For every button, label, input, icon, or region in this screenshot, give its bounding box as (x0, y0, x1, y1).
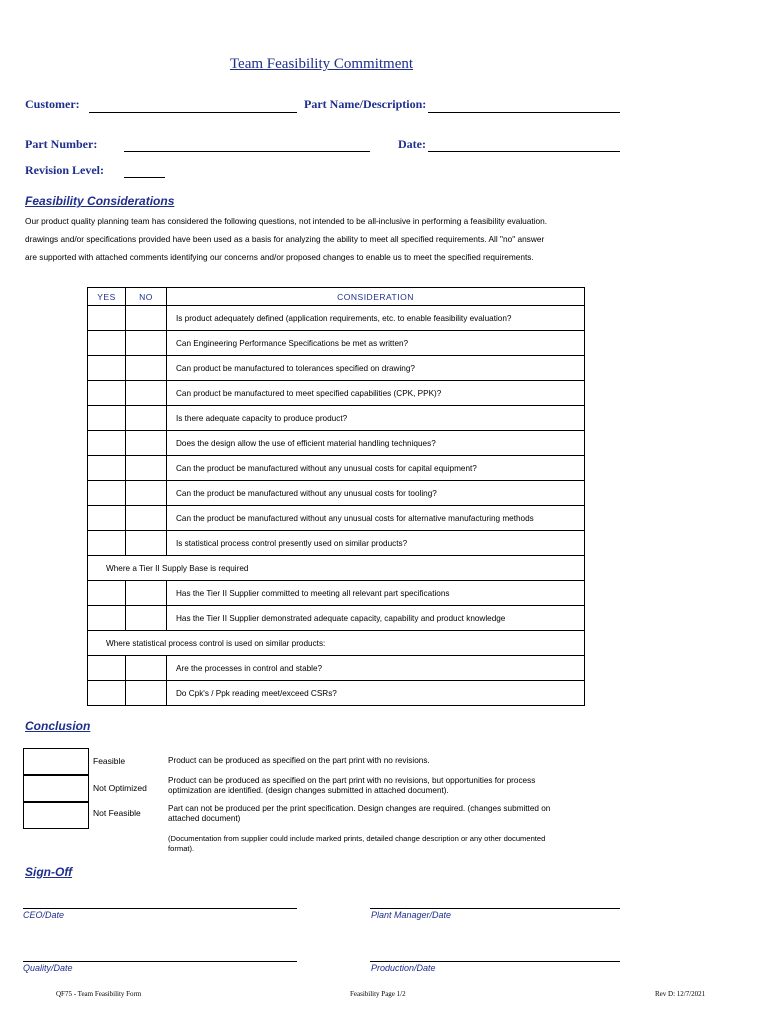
no-checkbox[interactable] (126, 481, 167, 505)
considerations-table (87, 287, 585, 706)
yes-checkbox[interactable] (88, 606, 126, 630)
footer-page-number: Feasibility Page 1/2 (350, 990, 406, 998)
not-optimized-description: Product can be produced as specified on the part print with no revisions, but opportunities for process optimization are identified. (design changes submitted in attached document). (168, 776, 536, 795)
ceo-date-label: CEO/Date (23, 910, 65, 920)
customer-field[interactable] (89, 112, 297, 113)
no-checkbox[interactable] (126, 656, 167, 680)
table-row (88, 480, 584, 505)
part-number-label: Part Number: (25, 137, 98, 151)
table-row (88, 530, 584, 555)
no-checkbox[interactable] (126, 331, 167, 355)
no-checkbox[interactable] (126, 581, 167, 605)
date-field[interactable] (428, 151, 620, 152)
no-checkbox[interactable] (126, 606, 167, 630)
yes-checkbox[interactable] (88, 681, 126, 705)
table-row (88, 605, 584, 630)
table-row (88, 430, 584, 455)
table-row (88, 330, 584, 355)
not-feasible-label: Not Feasible (93, 808, 141, 818)
no-checkbox[interactable] (126, 506, 167, 530)
yes-checkbox[interactable] (88, 406, 126, 430)
part-number-field[interactable] (124, 151, 370, 152)
intro-line: are supported with attached comments identifying our concerns and/or proposed changes to enable us to meet the specified requirements. (25, 252, 534, 262)
yes-checkbox[interactable] (88, 481, 126, 505)
consideration-text: Does the design allow the use of efficient material handling techniques? (176, 438, 436, 448)
no-checkbox[interactable] (126, 456, 167, 480)
table-row (88, 380, 584, 405)
not-optimized-checkbox[interactable] (23, 775, 89, 802)
no-checkbox[interactable] (126, 531, 167, 555)
consideration-header: CONSIDERATION (337, 291, 414, 302)
table-header-row (88, 288, 584, 305)
date-label: Date: (398, 137, 426, 151)
consideration-text: Can Engineering Performance Specifications be met as written? (176, 338, 409, 348)
quality-signature-line[interactable] (23, 961, 297, 962)
table-row (88, 455, 584, 480)
consideration-text: Do Cpk's / Ppk reading meet/exceed CSRs? (176, 688, 337, 698)
consideration-text: Is product adequately defined (application requirements, etc. to enable feasibility evaluation? (176, 313, 512, 323)
not-feasible-checkbox[interactable] (23, 802, 89, 829)
no-checkbox[interactable] (126, 306, 167, 330)
table-row (88, 680, 584, 705)
yes-checkbox[interactable] (88, 456, 126, 480)
no-header: NO (126, 288, 167, 305)
feasibility-heading: Feasibility Considerations (25, 194, 175, 208)
plant-manager-date-label: Plant Manager/Date (371, 910, 452, 920)
conclusion-heading: Conclusion (25, 719, 91, 733)
consideration-text: Has the Tier II Supplier demonstrated adequate capacity, capability and product knowledge (176, 613, 506, 623)
feasible-description: Product can be produced as specified on the part print with no revisions. (168, 756, 430, 765)
yes-checkbox[interactable] (88, 581, 126, 605)
no-checkbox[interactable] (126, 356, 167, 380)
signoff-heading: Sign-Off (25, 865, 73, 879)
not-feasible-description: Part can not be produced per the print specification. Design changes are required. (changes submitted on attached document) (168, 804, 551, 823)
yes-checkbox[interactable] (88, 656, 126, 680)
consideration-text: Is there adequate capacity to produce product? (176, 413, 348, 423)
production-date-label: Production/Date (371, 963, 436, 973)
yes-checkbox[interactable] (88, 356, 126, 380)
consideration-text: Has the Tier II Supplier committed to meeting all relevant part specifications (176, 588, 450, 598)
part-name-field[interactable] (428, 112, 620, 113)
consideration-text: Can the product be manufactured without any unusual costs for capital equipment? (176, 463, 477, 473)
table-row (88, 305, 584, 330)
feasible-label: Feasible (93, 756, 126, 766)
revision-field[interactable] (124, 177, 165, 178)
table-row (88, 355, 584, 380)
no-checkbox[interactable] (126, 431, 167, 455)
documentation-note: (Documentation from supplier could include marked prints, detailed change description or any other documented format). (168, 834, 546, 853)
feasibility-intro (25, 212, 625, 266)
intro-line: drawings and/or specifications provided have been used as a basis for analyzing the ability to meet all specified requirements. All "no" answer (25, 234, 545, 244)
yes-checkbox[interactable] (88, 331, 126, 355)
yes-checkbox[interactable] (88, 306, 126, 330)
no-checkbox[interactable] (126, 406, 167, 430)
table-row (88, 505, 584, 530)
tier2-subheading: Where a Tier II Supply Base is required (88, 555, 584, 580)
consideration-text: Can product be manufactured to meet specified capabilities (CPK, PPK)? (176, 388, 442, 398)
no-checkbox[interactable] (126, 681, 167, 705)
production-signature-line[interactable] (370, 961, 620, 962)
yes-checkbox[interactable] (88, 431, 126, 455)
feasible-checkbox[interactable] (23, 748, 89, 775)
ceo-signature-line[interactable] (23, 908, 297, 909)
yes-checkbox[interactable] (88, 506, 126, 530)
quality-date-label: Quality/Date (23, 963, 73, 973)
intro-line: Our product quality planning team has considered the following questions, not intended to be all-inclusive in performing a feasibility evaluation. (25, 216, 548, 226)
consideration-text: Can the product be manufactured without any unusual costs for tooling? (176, 488, 437, 498)
table-row (88, 580, 584, 605)
yes-checkbox[interactable] (88, 531, 126, 555)
part-name-label: Part Name/Description: (304, 97, 427, 111)
footer-revision: Rev D: 12/7/2021 (655, 990, 706, 998)
revision-label: Revision Level: (25, 163, 104, 177)
plant-manager-signature-line[interactable] (370, 908, 620, 909)
no-checkbox[interactable] (126, 381, 167, 405)
table-row (88, 405, 584, 430)
yes-checkbox[interactable] (88, 381, 126, 405)
spc-subheading: Where statistical process control is used on similar products: (88, 630, 584, 655)
not-optimized-label: Not Optimized (93, 783, 147, 793)
page-title: Team Feasibility Commitment (229, 56, 414, 72)
consideration-text: Is statistical process control presently used on similar products? (176, 538, 408, 548)
yes-header: YES (88, 288, 126, 305)
table-row (88, 655, 584, 680)
customer-label: Customer: (25, 97, 80, 111)
consideration-text: Are the processes in control and stable? (176, 663, 323, 673)
consideration-text: Can product be manufactured to tolerances specified on drawing? (176, 363, 415, 373)
consideration-text: Can the product be manufactured without any unusual costs for alternative manufacturing methods (176, 513, 534, 523)
footer-form-id: QF75 - Team Feasibility Form (56, 990, 142, 998)
